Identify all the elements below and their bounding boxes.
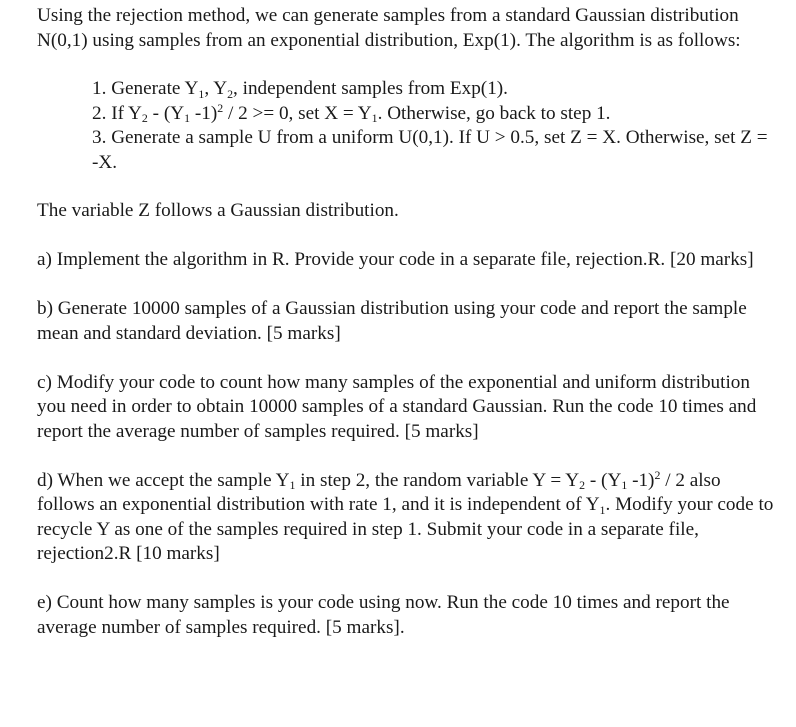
question-d	[37, 469, 777, 567]
assignment-document	[37, 4, 777, 640]
text-run: b) Generate 10000 samples of a Gaussian distribution using your code and report the sample mean and standard deviation. [5 marks]	[37, 298, 747, 344]
subscript: 1	[621, 478, 628, 493]
text-run: c) Modify your code to count how many samples of the exponential and uniform distribution you need in order to obtain 10000 samples of a standard Gaussian. Run the code 10 times and report the average number of samples required. [5 marks]	[37, 371, 757, 442]
text-run: - (Y	[147, 102, 185, 124]
subscript: 1	[184, 111, 191, 126]
subscript: 2	[141, 111, 148, 126]
text-run: / 2 also follows an exponential distribution with rate 1, and it is independent of Y	[37, 469, 721, 515]
text-run: , Y	[204, 78, 228, 99]
text-run: . Modify your code to recycle Y as one of the samples required in step 1. Submit your code in a separate file, rejection2.R [10 marks]	[37, 494, 774, 564]
conclusion-paragraph: The variable Z follows a Gaussian distribution.	[37, 200, 399, 221]
algorithm-step	[92, 77, 777, 102]
question-e	[37, 591, 777, 640]
intro-paragraph: Using the rejection method, we can generate samples from a standard Gaussian distribution N(0,1) using samples from an exponential distribution, Exp(1). The algorithm is as follows:	[37, 5, 741, 51]
text-run: - (Y	[585, 469, 622, 491]
text-run: in step 2, the random variable Y = Y	[295, 469, 580, 491]
subscript: 2	[579, 478, 586, 493]
text-run: -1)	[627, 469, 655, 491]
text-run: 1. Generate Y	[92, 78, 199, 99]
text-run: . Otherwise, go back to step 1.	[377, 102, 611, 124]
superscript: 2	[217, 100, 224, 115]
superscript: 2	[654, 467, 661, 482]
text-run: , independent samples from Exp(1).	[233, 78, 508, 99]
text-run: e) Count how many samples is your code using now. Run the code 10 times and report the average number of samples required. [5 marks].	[37, 592, 730, 638]
text-run: a) Implement the algorithm in R. Provide your code in a separate file, rejection.R. [20 marks]	[37, 249, 754, 270]
text-run: / 2 >= 0, set X = Y	[223, 102, 372, 124]
subscript: 1	[371, 111, 378, 126]
algorithm-step	[92, 102, 777, 127]
question-c	[37, 371, 777, 445]
text-run: 3. Generate a sample U from a uniform U(0,1). If U > 0.5, set Z = X. Otherwise, set Z = -X.	[92, 127, 768, 173]
subscript: 2	[227, 86, 234, 101]
text-run: d) When we accept the sample Y	[37, 469, 290, 491]
question-b	[37, 297, 777, 346]
text-run: 2. If Y	[92, 102, 142, 124]
subscript: 1	[289, 478, 296, 493]
algorithm-steps	[92, 77, 777, 175]
question-a	[37, 248, 777, 273]
text-run: -1)	[190, 102, 218, 124]
subscript: 1	[599, 502, 606, 517]
algorithm-step	[92, 126, 777, 175]
subscript: 1	[198, 86, 205, 101]
